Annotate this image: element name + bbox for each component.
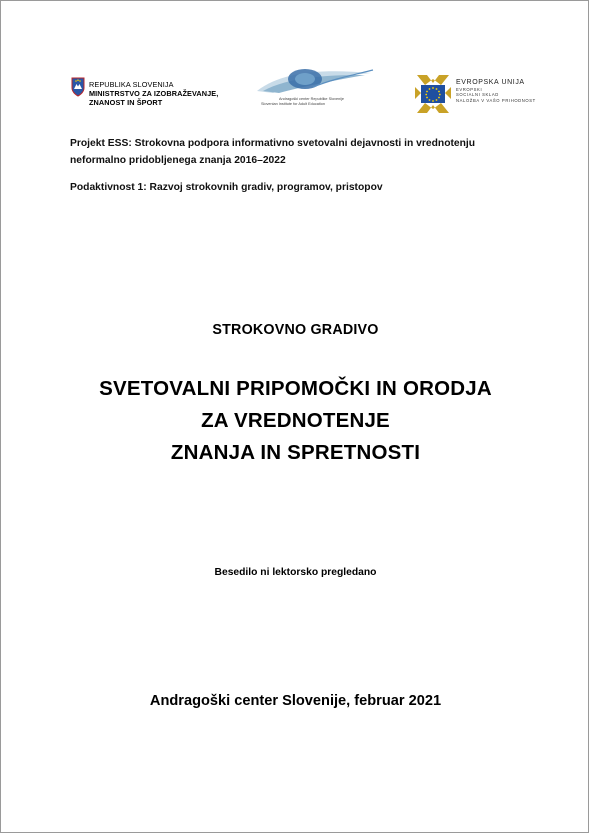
project-description: Projekt ESS: Strokovna podpora informativno svetovalni dejavnosti in vrednotenju neformalno pridobljenega znanja 2016–2022 — [70, 138, 476, 166]
title-line-1: SVETOVALNI PRIPOMOČKI IN ORODJA — [99, 377, 492, 400]
acs-wave-icon — [253, 67, 375, 97]
acs-line-2: Slovenian Institute for Adult Education — [261, 102, 325, 106]
acs-name — [261, 97, 344, 107]
sub-activity: Podaktivnost 1: Razvoj strokovnih gradiv, programov, pristopov — [70, 182, 383, 193]
ministry-line-3: ZNANOST IN ŠPORT — [89, 98, 163, 108]
ministry-line-2: MINISTRSTVO ZA IZOBRAŽEVANJE, — [89, 89, 219, 99]
header-logos — [1, 1, 588, 131]
proofreading-note: Besedilo ni lektorsko pregledano — [214, 567, 377, 578]
eu-logo — [413, 73, 536, 117]
eu-sub-3: NALOŽBA V VAŠO PRIHODNOST — [456, 97, 536, 103]
eu-sub-1: EVROPSKI — [456, 87, 483, 92]
document-title — [1, 373, 590, 469]
acs-logo — [253, 67, 375, 113]
eu-text — [456, 78, 536, 103]
acs-line-1: Andragoški center Republike Slovenije — [279, 97, 345, 101]
eu-sub-2: SOCIALNI SKLAD — [456, 92, 499, 98]
title-line-3: ZNANJA IN SPRETNOSTI — [170, 441, 421, 464]
slovenian-coat-of-arms-icon — [71, 77, 85, 97]
eu-title: EVROPSKA UNIJA — [456, 79, 525, 86]
ministry-line-1: REPUBLIKA SLOVENIJA — [89, 80, 174, 89]
document-category: STROKOVNO GRADIVO — [212, 322, 379, 338]
esf-emblem-icon — [413, 73, 453, 117]
ministry-name — [89, 80, 218, 108]
publisher-date: Andragoški center Slovenije, februar 2021 — [149, 693, 442, 709]
title-line-2: ZA VREDNOTENJE — [201, 409, 390, 432]
